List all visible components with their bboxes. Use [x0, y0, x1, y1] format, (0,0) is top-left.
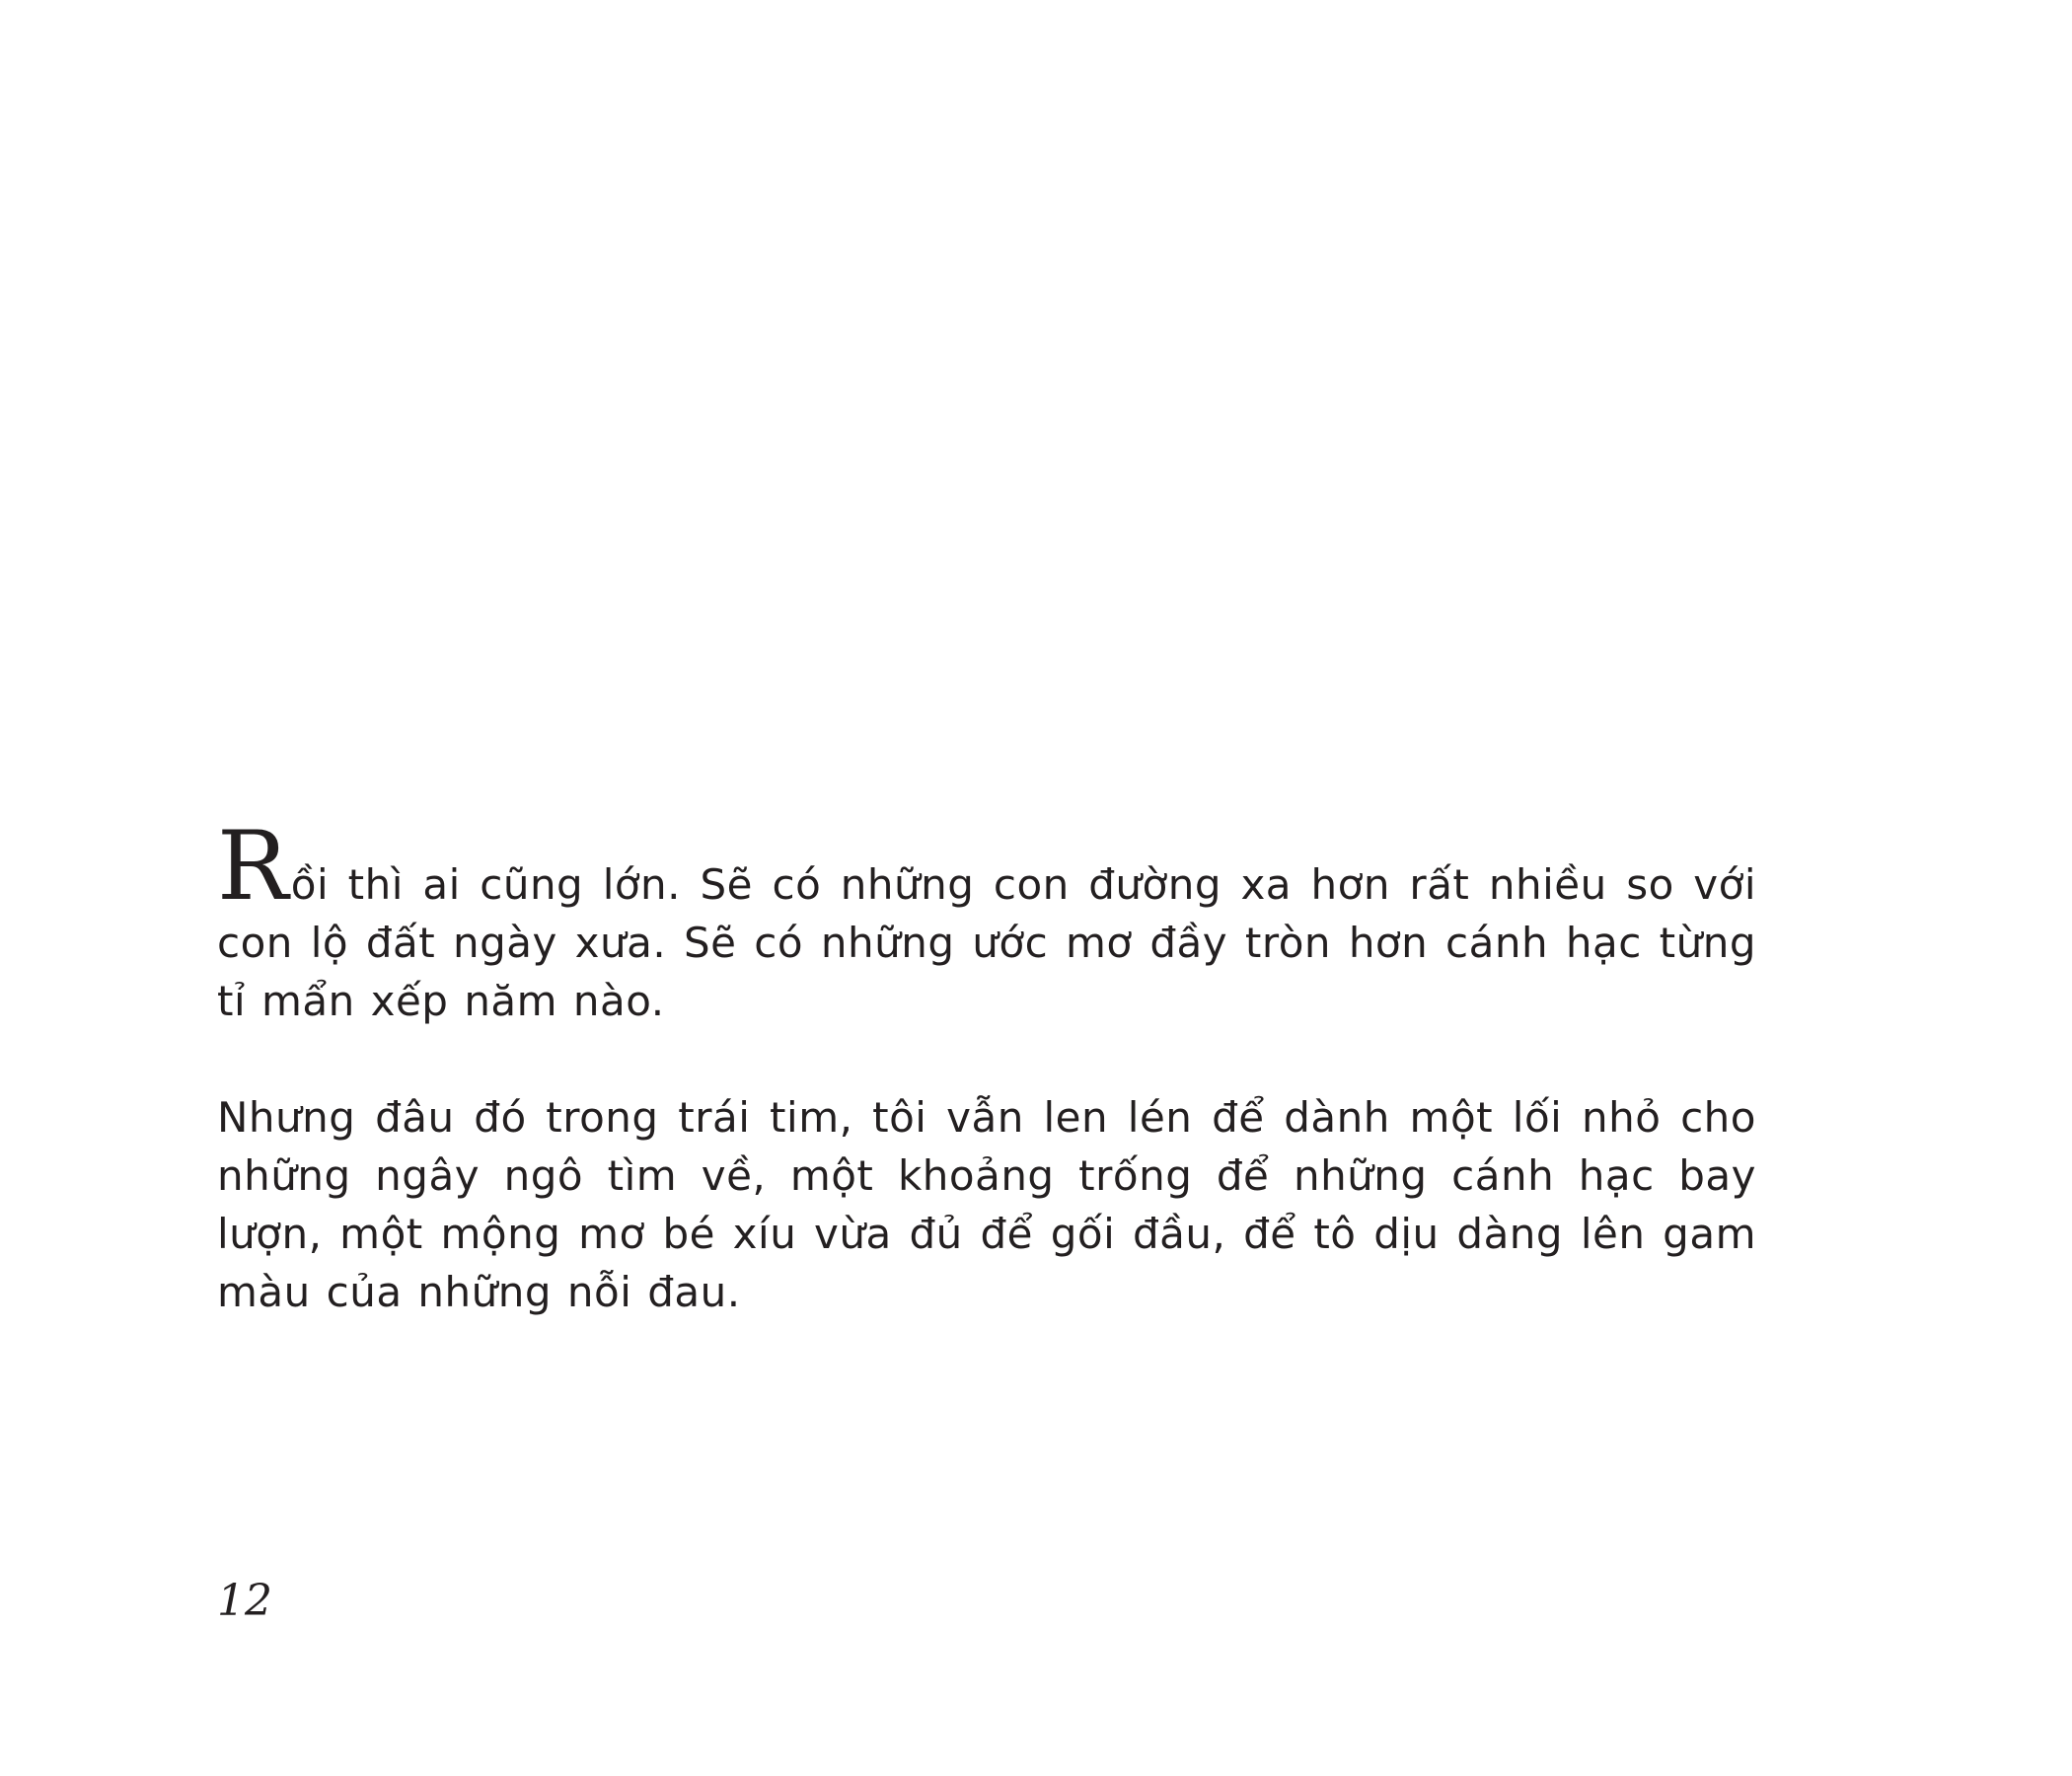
body-text [217, 811, 1756, 1321]
paragraph-2: Nhưng đâu đó trong trái tim, tôi vẫn len lén để dành một lối nhỏ cho những ngây ngô tìm về, một khoảng trống để những cánh hạc bay lượn, một mộng mơ bé xíu vừa đủ để gối đầu, để tô dịu dàng lên gam màu của những nỗi đau. [217, 1093, 1756, 1316]
paragraph-1-text: ồi thì ai cũng lớn. Sẽ có những con đường xa hơn rất nhiều so với con lộ đất ngày xưa. Sẽ có những ước mơ đầy tròn hơn cánh hạc từng tỉ mẩn xếp năm nào. [217, 860, 1756, 1025]
paragraph-1 [217, 811, 1756, 1030]
drop-cap: R [217, 811, 289, 922]
page-number: 12 [217, 1576, 272, 1626]
